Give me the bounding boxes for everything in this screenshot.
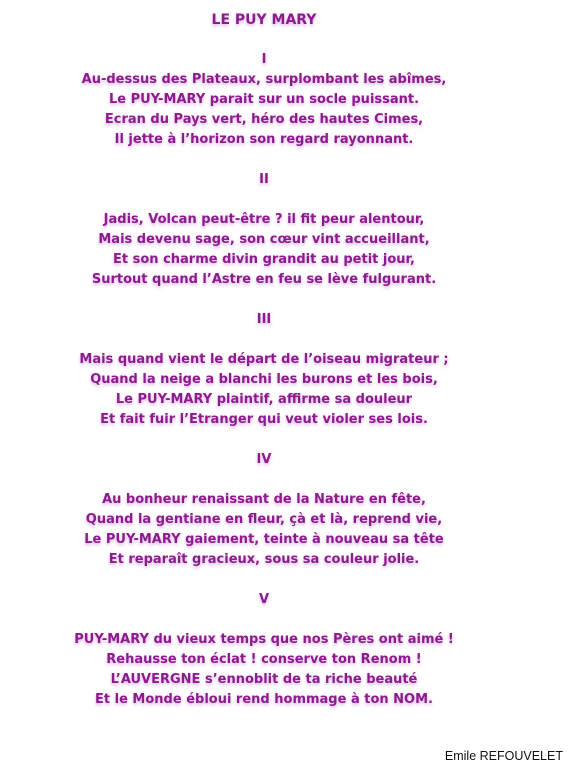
verse-line: Surtout quand l’Astre en feu se lève fulgurant. <box>91 272 437 287</box>
verse-line: L’AUVERGNE s’ennoblit de ta riche beauté <box>110 672 418 687</box>
verse-line: Jadis, Volcan peut-être ? il fit peur alentour, <box>103 212 425 227</box>
verse-line: Le PUY-MARY parait sur un socle puissant. <box>108 92 420 107</box>
stanza-numeral: III <box>256 312 272 327</box>
stanza-5 <box>0 590 528 710</box>
stanza-numeral: V <box>258 592 270 607</box>
verse-line: Rehausse ton éclat ! conserve ton Renom ! <box>106 652 422 667</box>
verse-line: Et son charme divin grandit au petit jour, <box>113 252 415 267</box>
stanza-2 <box>0 170 528 290</box>
verse-line: PUY-MARY du vieux temps que nos Pères ont aimé ! <box>74 632 454 647</box>
stanza-numeral: IV <box>256 452 272 467</box>
stanza-1 <box>0 50 528 150</box>
verse-line: Le PUY-MARY plaintif, affirme sa douleur <box>115 392 413 407</box>
author-signature: Emile REFOUVELET <box>444 749 563 763</box>
verse-line: Et le Monde ébloui rend hommage à ton NOM. <box>95 692 433 707</box>
verse-line: Au bonheur renaissant de la Nature en fête, <box>102 492 426 507</box>
verse-line: Quand la gentiane en fleur, çà et là, reprend vie, <box>85 512 443 527</box>
stanza-4 <box>0 450 528 570</box>
verse-line: Et reparaît gracieux, sous sa couleur jolie. <box>108 552 420 567</box>
verse-line: Et fait fuir l’Etranger qui veut violer ses lois. <box>100 412 428 427</box>
verse-line: Le PUY-MARY gaiement, teinte à nouveau sa tête <box>84 532 444 547</box>
verse-line: Quand la neige a blanchi les burons et les bois, <box>90 372 438 387</box>
verse-line: Mais devenu sage, son cœur vint accueillant, <box>98 232 430 247</box>
verse-line: Mais quand vient le départ de l’oiseau migrateur ; <box>79 352 449 367</box>
stanza-3 <box>0 310 528 430</box>
stanza-numeral: II <box>259 172 269 187</box>
verse-line: Au-dessus des Plateaux, surplombant les abîmes, <box>81 72 447 87</box>
stanza-numeral: I <box>261 52 267 67</box>
verse-line: Ecran du Pays vert, héro des hautes Cimes, <box>104 112 424 127</box>
verse-line: Il jette à l’horizon son regard rayonnant. <box>114 132 414 147</box>
poem <box>0 10 528 730</box>
poem-title: LE PUY MARY <box>211 12 317 28</box>
